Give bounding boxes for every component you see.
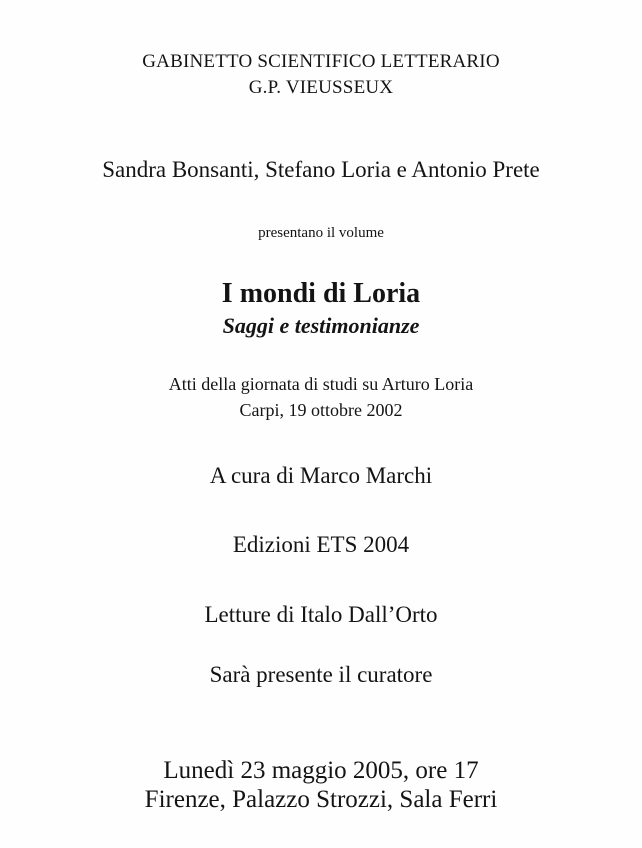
- book-title: I mondi di Loria: [221, 278, 421, 309]
- book-subtitle: Saggi e testimonianze: [222, 313, 420, 338]
- event-datetime: Lunedì 23 maggio 2005, ore 17: [163, 757, 479, 784]
- event-venue: Firenze, Palazzo Strozzi, Sala Ferri: [144, 786, 498, 813]
- publisher: Edizioni ETS 2004: [232, 532, 410, 557]
- organization-subtitle: G.P. VIEUSSEUX: [248, 77, 394, 98]
- presentation-intro: presentano il volume: [258, 225, 384, 241]
- proceedings-place-date: Carpi, 19 ottobre 2002: [239, 400, 403, 420]
- presenters: Sandra Bonsanti, Stefano Loria e Antonio Prete: [102, 157, 540, 182]
- editor: A cura di Marco Marchi: [209, 463, 433, 488]
- organization-name: GABINETTO SCIENTIFICO LETTERARIO: [142, 51, 500, 72]
- readings: Letture di Italo Dall’Orto: [204, 602, 438, 627]
- proceedings-description: Atti della giornata di studi su Arturo Loria: [168, 374, 474, 394]
- curator-note: Sarà presente il curatore: [209, 662, 433, 687]
